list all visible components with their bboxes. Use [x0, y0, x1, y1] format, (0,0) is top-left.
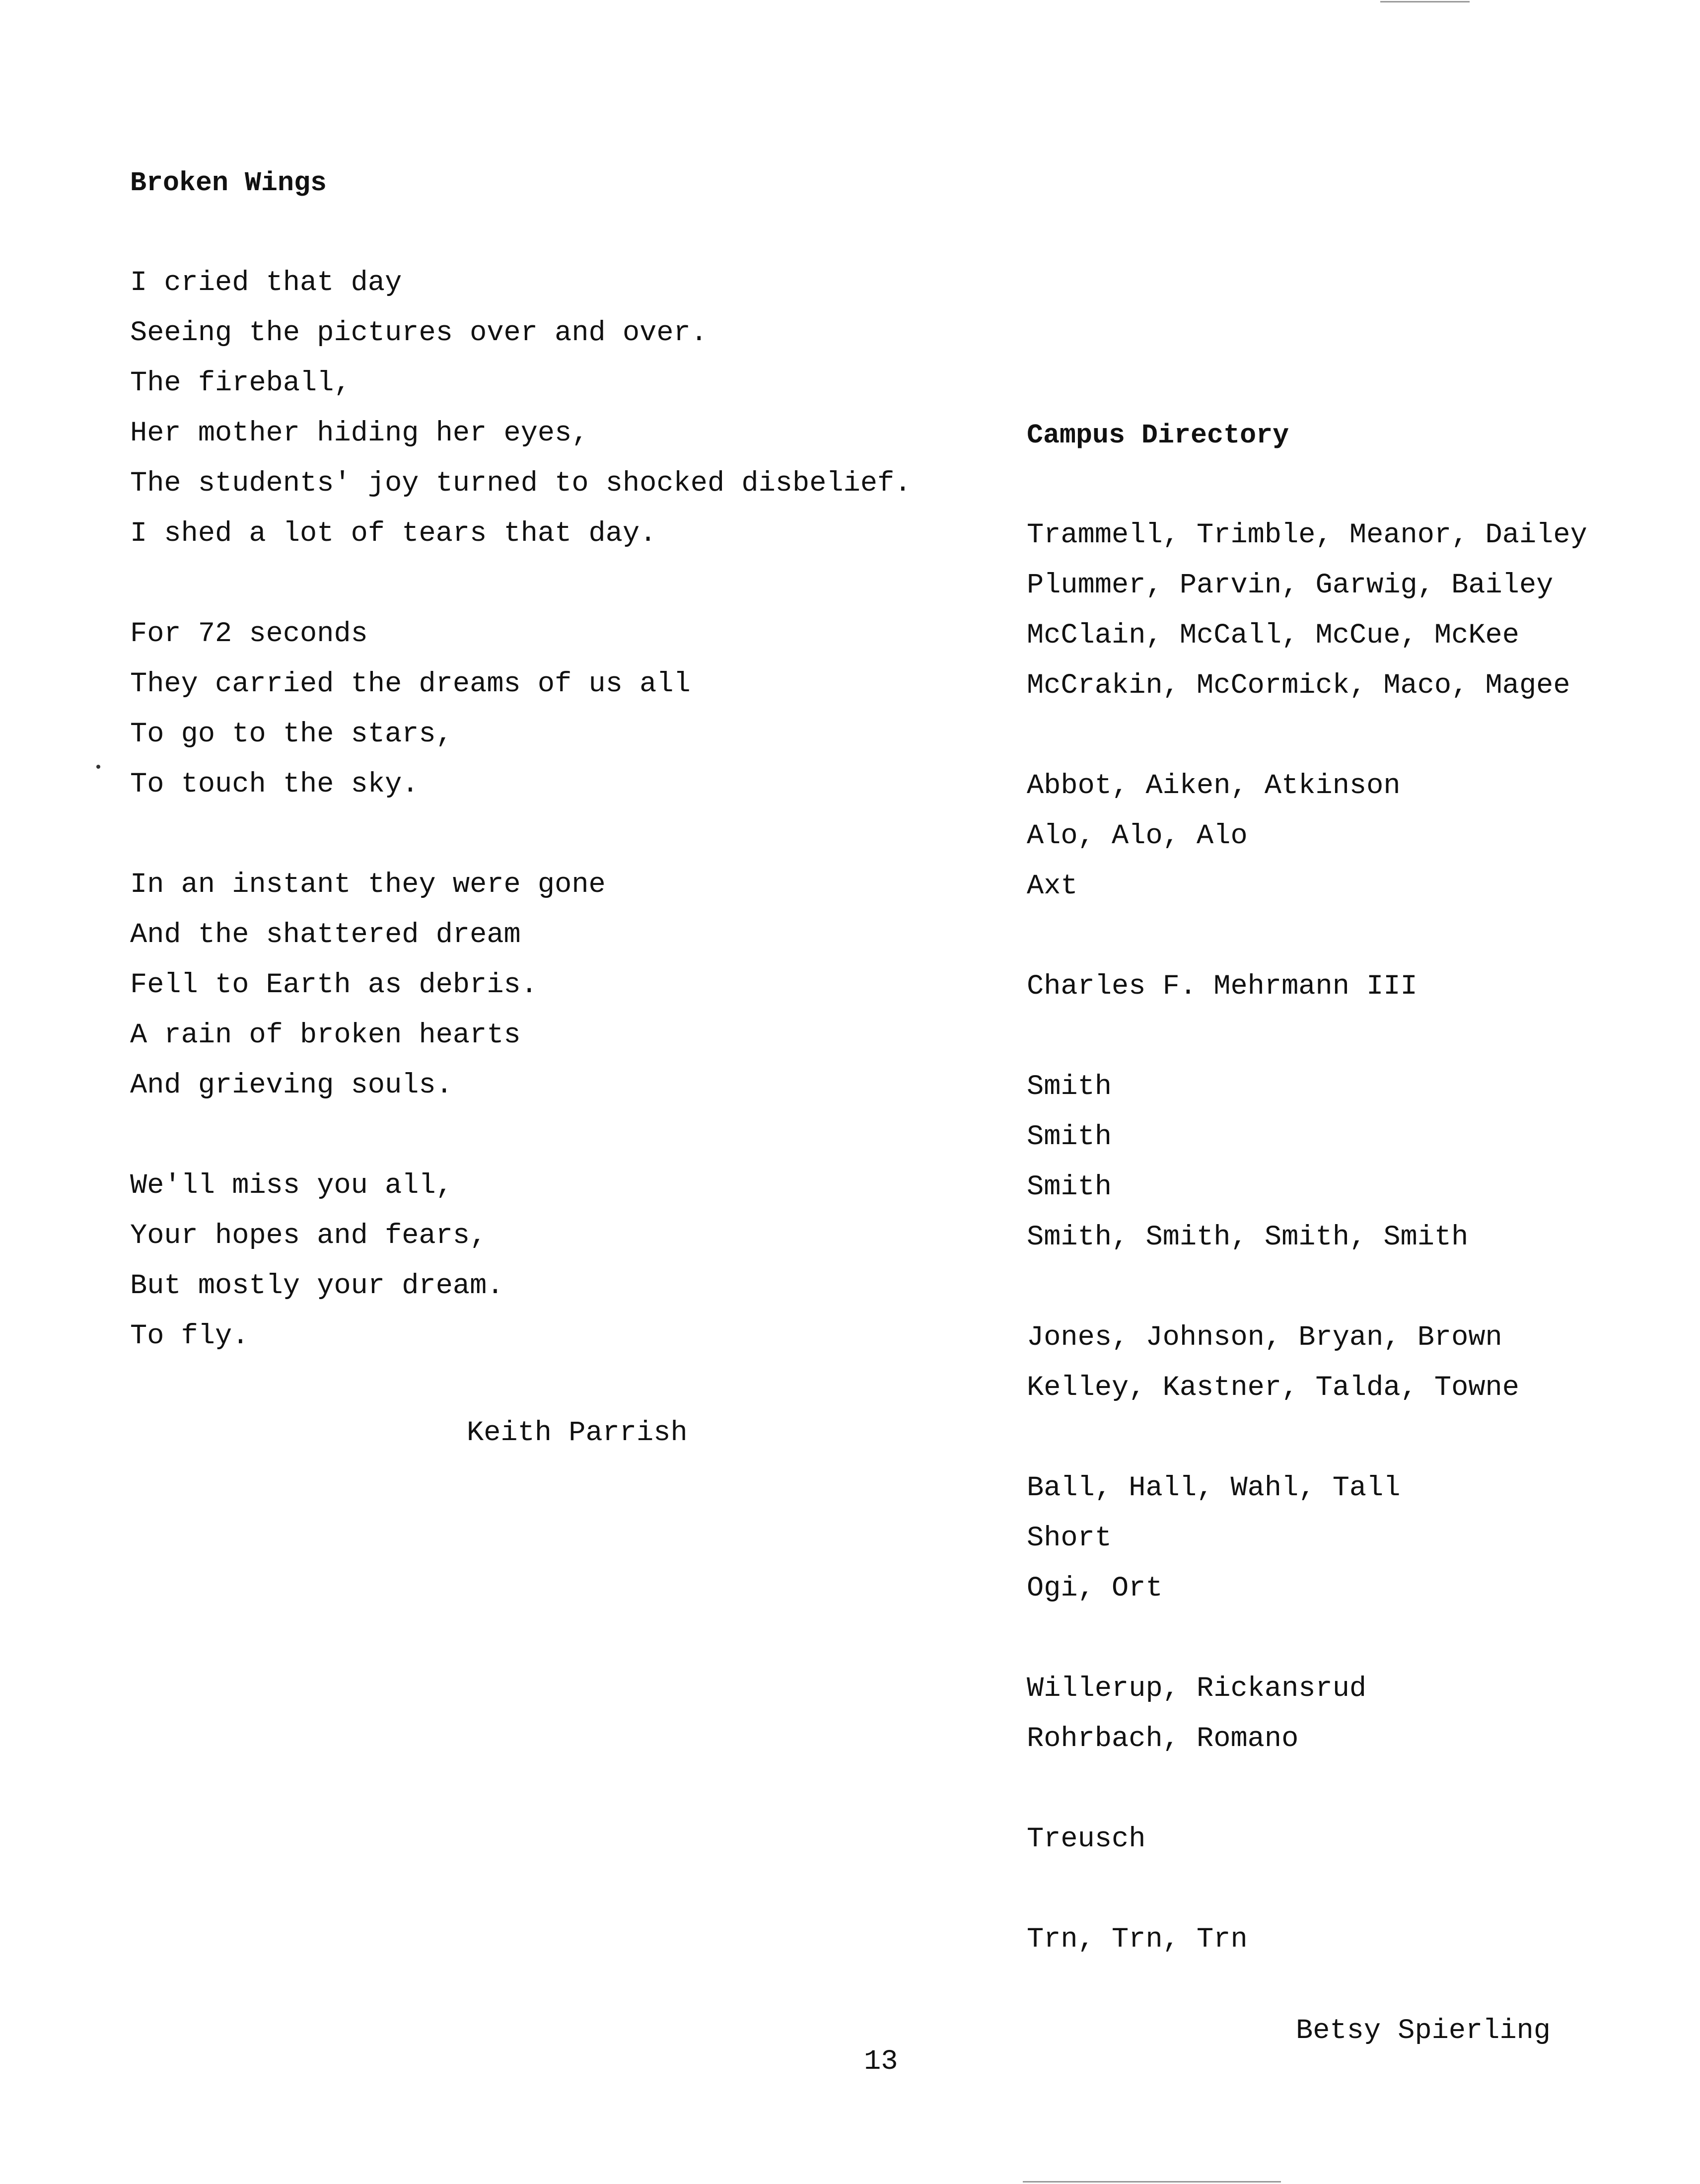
poem-line: The students' joy turned to shocked disbelief.	[130, 468, 912, 500]
poem-line: Plummer, Parvin, Garwig, Bailey	[1027, 570, 1554, 601]
poem-line: But mostly your dream.	[130, 1270, 504, 1302]
stanza-break	[130, 1111, 911, 1161]
poem-line: Smith, Smith, Smith, Smith	[1027, 1222, 1469, 1253]
poem-line: Smith	[1027, 1171, 1112, 1203]
spacer	[130, 208, 911, 258]
right-poem-title: Campus Directory	[1027, 420, 1289, 451]
poem-line: We'll miss you all,	[130, 1170, 453, 1202]
poem-line: For 72 seconds	[130, 618, 368, 650]
page-number: 13	[864, 2046, 898, 2078]
poem-line: Seeing the pictures over and over.	[130, 317, 708, 349]
poem-line: To touch the sky.	[130, 769, 419, 801]
poem-line: Rohrbach, Romano	[1027, 1723, 1299, 1755]
poem-line: I shed a lot of tears that day.	[130, 518, 657, 550]
left-poem-title: Broken Wings	[130, 167, 327, 199]
poem-line: McCrakin, McCormick, Maco, Magee	[1027, 670, 1570, 702]
poem-line: Axt	[1027, 871, 1078, 902]
poem-line: Your hopes and fears,	[130, 1220, 487, 1252]
stanza-break	[1027, 912, 1587, 962]
stanza-break	[1027, 1865, 1587, 1915]
stanza-break	[1027, 1614, 1587, 1664]
poem-line: The fireball,	[130, 367, 351, 399]
poem-line: They carried the dreams of us all	[130, 668, 691, 700]
poem-line: A rain of broken hearts	[130, 1019, 521, 1051]
spacer	[1027, 460, 1587, 510]
poem-line: And grieving souls.	[130, 1070, 453, 1101]
stanza-break	[130, 810, 911, 860]
poem-line: Smith	[1027, 1121, 1112, 1153]
poem-line: Trn, Trn, Trn	[1027, 1924, 1248, 1956]
poem-line: To fly.	[130, 1320, 249, 1352]
left-poem	[130, 158, 911, 1362]
stanza-break	[1027, 1413, 1587, 1463]
right-poem	[1027, 410, 1587, 1965]
poem-line: Treusch	[1027, 1823, 1146, 1855]
poem-line: Kelley, Kastner, Talda, Towne	[1027, 1372, 1519, 1404]
poem-line: Her mother hiding her eyes,	[130, 418, 589, 449]
stanza-break	[1027, 1012, 1587, 1062]
poem-line: And the shattered dream	[130, 919, 521, 951]
stanza-break	[1027, 1764, 1587, 1815]
poem-line: To go to the stars,	[130, 719, 453, 750]
stanza-break	[130, 559, 911, 609]
poem-line: I cried that day	[130, 267, 402, 299]
scan-mark-top	[1380, 1, 1470, 2]
poem-line: Alo, Alo, Alo	[1027, 820, 1248, 852]
stanza-break	[1027, 711, 1587, 761]
poem-line: Charles F. Mehrmann III	[1027, 971, 1417, 1003]
poem-line: Ogi, Ort	[1027, 1573, 1163, 1604]
poem-line: Smith	[1027, 1071, 1112, 1103]
poem-line: Willerup, Rickansrud	[1027, 1673, 1367, 1705]
scan-speck	[96, 765, 100, 769]
right-poem-author: Betsy Spierling	[1296, 2015, 1551, 2047]
poem-line: Jones, Johnson, Bryan, Brown	[1027, 1322, 1502, 1354]
poem-line: Fell to Earth as debris.	[130, 969, 538, 1001]
stanza-break	[1027, 1263, 1587, 1313]
poem-line: Ball, Hall, Wahl, Tall	[1027, 1472, 1401, 1504]
poem-line: Abbot, Aiken, Atkinson	[1027, 770, 1401, 802]
poem-line: In an instant they were gone	[130, 869, 606, 901]
poem-line: McClain, McCall, McCue, McKee	[1027, 620, 1519, 652]
poem-line: Short	[1027, 1523, 1112, 1554]
scan-mark-bottom	[1023, 2181, 1281, 2183]
left-poem-author: Keith Parrish	[467, 1417, 688, 1449]
poem-line: Trammell, Trimble, Meanor, Dailey	[1027, 519, 1587, 551]
